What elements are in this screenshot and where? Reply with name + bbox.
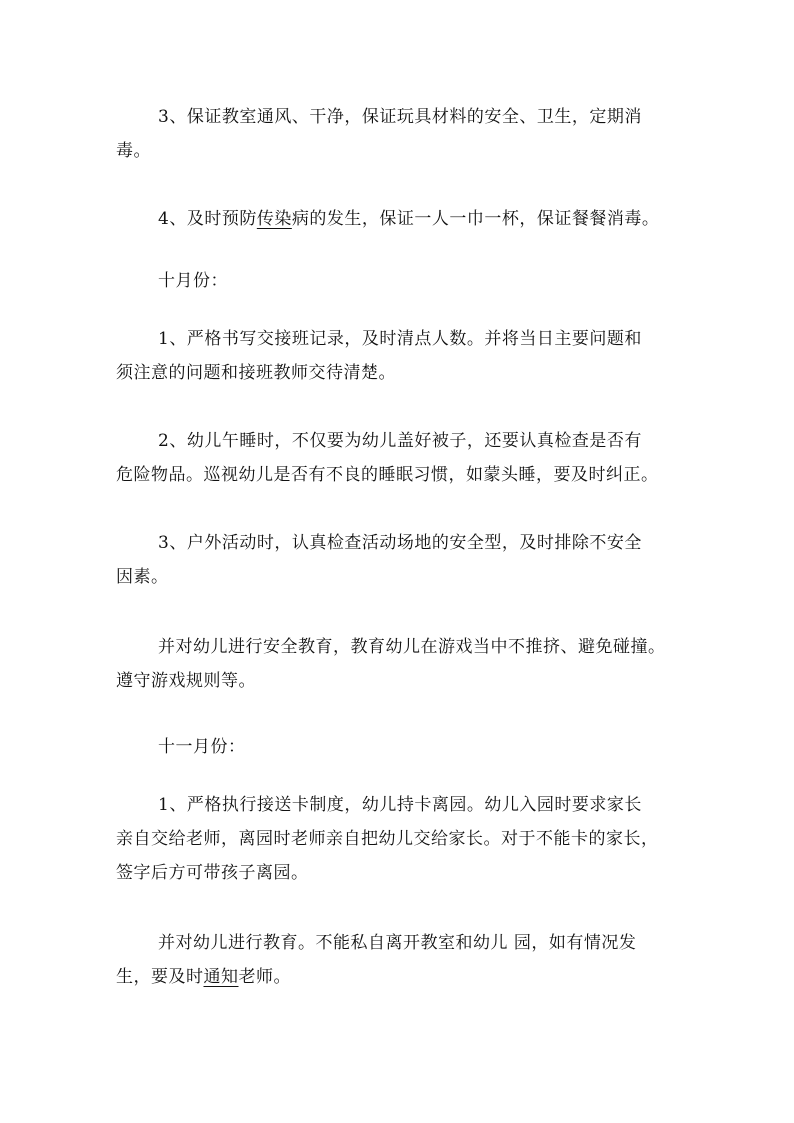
paragraph-line: 十一月份： (158, 737, 246, 757)
text-run: 病的发生，保证一人一巾一杯，保证餐餐消毒。 (291, 209, 660, 229)
text-run: 老师。 (238, 967, 291, 987)
paragraph-line: 须注意的问题和接班教师交待清楚。 (116, 363, 396, 383)
text-run: 生，要及时 (116, 967, 204, 987)
text-run: 4、及时预防 (158, 209, 257, 229)
paragraph-pickup-card (116, 788, 676, 890)
paragraph-nap-time (116, 424, 676, 492)
paragraph-line (116, 202, 676, 236)
paragraph-outdoor-activity (116, 526, 676, 594)
paragraph-line: 并对幼儿进行安全教育，教育幼儿在游戏当中不推挤、避免碰撞。 (158, 637, 666, 657)
paragraph-handover-record (116, 322, 676, 390)
paragraph-line: 毒。 (116, 141, 151, 161)
paragraph-line (116, 960, 676, 994)
paragraph-line: 并对幼儿进行教育。不能私自离开教室和幼儿 园，如有情况发 (158, 933, 637, 953)
paragraph-infection-prevention (116, 202, 676, 236)
heading-november (116, 730, 676, 764)
paragraph-line: 危险物品。巡视幼儿是否有不良的睡眠习惯，如蒙头睡，要及时纠正。 (116, 465, 659, 485)
paragraph-line: 遵守游戏规则等。 (116, 671, 256, 691)
heading-october (116, 264, 676, 298)
paragraph-line: 十月份： (158, 271, 228, 291)
paragraph-line: 因素。 (116, 567, 169, 587)
paragraph-line: 1、严格书写交接班记录，及时清点人数。并将当日主要问题和 (158, 329, 642, 349)
paragraph-disinfection (116, 100, 676, 168)
paragraph-line: 2、幼儿午睡时，不仅要为幼儿盖好被子，还要认真检查是否有 (158, 431, 642, 451)
paragraph-no-leaving (116, 926, 676, 994)
underlined-term: 通知 (203, 967, 239, 987)
paragraph-line: 3、保证教室通风、干净，保证玩具材料的安全、卫生，定期消 (158, 107, 642, 127)
paragraph-line: 3、户外活动时，认真检查活动场地的安全型，及时排除不安全 (158, 533, 642, 553)
paragraph-line: 亲自交给老师，离园时老师亲自把幼儿交给家长。对于不能卡的家长， (116, 829, 659, 849)
underlined-term: 传染 (256, 209, 292, 229)
paragraph-line: 签字后方可带孩子离园。 (116, 863, 309, 883)
paragraph-safety-education (116, 630, 676, 698)
paragraph-line: 1、严格执行接送卡制度，幼儿持卡离园。幼儿入园时要求家长 (158, 795, 642, 815)
